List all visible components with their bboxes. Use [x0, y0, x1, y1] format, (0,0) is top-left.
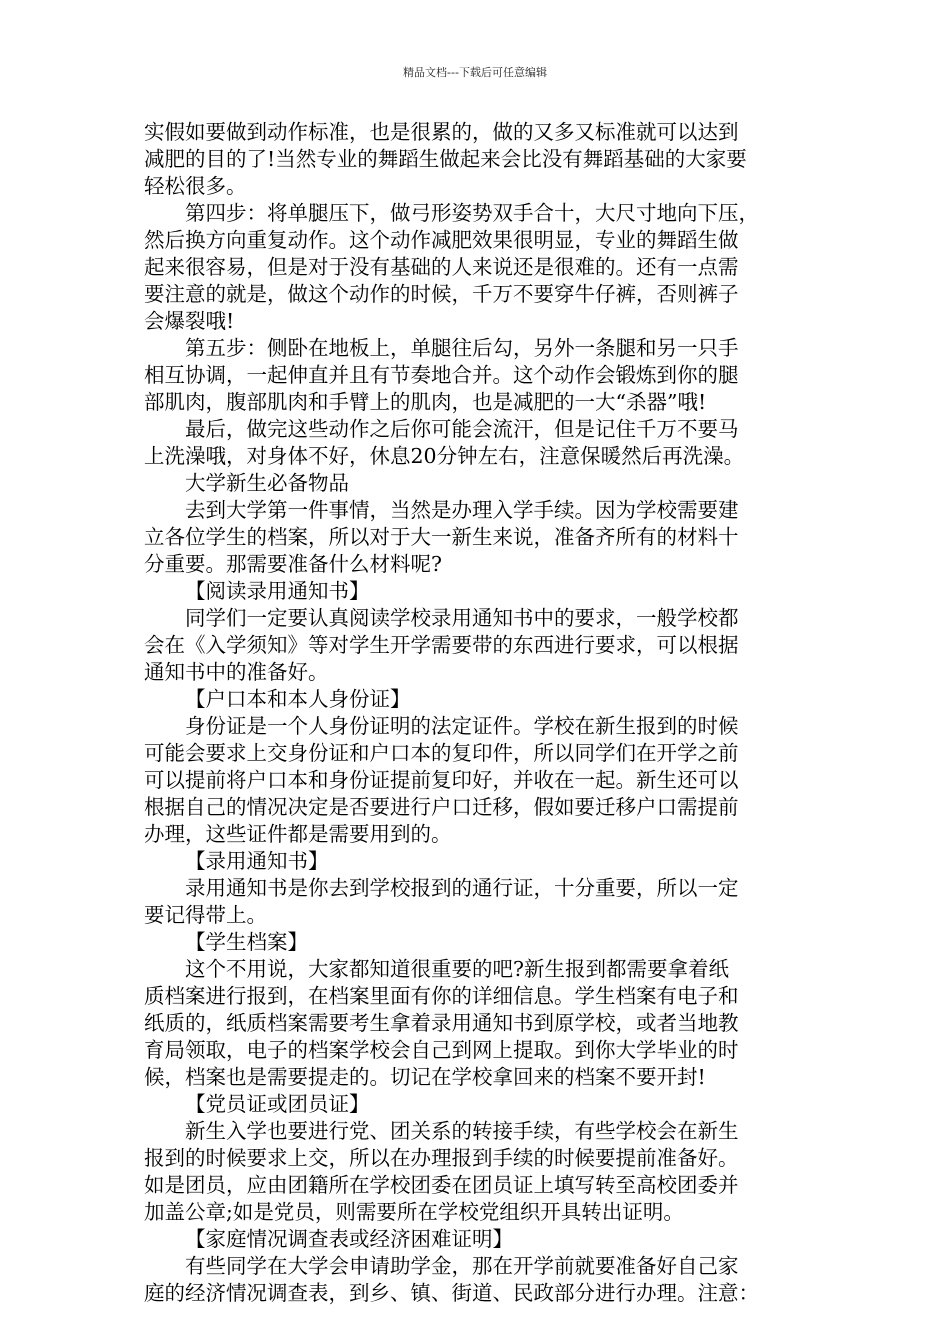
text-line: 录用通知书是你去到学校报到的通行证，十分重要，所以一定: [185, 876, 739, 900]
text-line: 纸质的，纸质档案需要考生拿着录用通知书到原学校，或者当地教: [144, 1011, 739, 1035]
text-line: 第四步：将单腿压下，做弓形姿势双手合十，大尺寸地向下压，: [185, 201, 759, 225]
text-line: 有些同学在大学会申请助学金，那在开学前就要准备好自己家: [185, 1254, 739, 1278]
text-line: 【家庭情况调查表或经济困难证明】: [185, 1227, 513, 1251]
text-line: 最后，做完这些动作之后你可能会流汗，但是记住千万不要马: [185, 417, 739, 441]
text-line: 【学生档案】: [185, 930, 308, 954]
text-line: 【户口本和本人身份证】: [185, 687, 411, 711]
document-body: [144, 119, 824, 1307]
text-line: 候，档案也是需要提走的。切记在学校拿回来的档案不要开封!: [144, 1065, 706, 1089]
text-line: 上洗澡哦，对身体不好，休息20分钟左右，注意保暖然后再洗澡。: [144, 444, 745, 468]
text-line: 会爆裂哦!: [144, 309, 235, 333]
text-line: 立各位学生的档案，所以对于大一新生来说，准备齐所有的材料十: [144, 525, 739, 549]
text-line: 会在《入学须知》等对学生开学需要带的东西进行要求，可以根据: [144, 633, 739, 657]
text-line: 这个不用说，大家都知道很重要的吧?新生报到都需要拿着纸: [185, 957, 729, 981]
text-line: 部肌肉，腹部肌肉和手臂上的肌肉，也是减肥的一大“杀器”哦!: [144, 390, 707, 414]
text-line: 通知书中的准备好。: [144, 660, 329, 684]
text-line: 办理，这些证件都是需要用到的。: [144, 822, 452, 846]
text-line: 要注意的就是，做这个动作的时候，千万不要穿牛仔裤，否则裤子: [144, 282, 739, 306]
text-line: 如是团员，应由团籍所在学校团委在团员证上填写转至高校团委并: [144, 1173, 739, 1197]
text-line: 【录用通知书】: [185, 849, 329, 873]
text-line: 实假如要做到动作标准，也是很累的，做的又多又标准就可以达到: [144, 120, 739, 144]
text-line: 同学们一定要认真阅读学校录用通知书中的要求，一般学校都: [185, 606, 739, 630]
text-line: 新生入学也要进行党、团关系的转接手续，有些学校会在新生: [185, 1119, 739, 1143]
text-line: 庭的经济情况调查表，到乡、镇、街道、民政部分进行办理。注意：: [144, 1281, 759, 1305]
text-line: 然后换方向重复动作。这个动作减肥效果很明显，专业的舞蹈生做: [144, 228, 739, 252]
text-line: 根据自己的情况决定是否要进行户口迁移，假如要迁移户口需提前: [144, 795, 739, 819]
text-line: 轻松很多。: [144, 174, 247, 198]
text-line: 身份证是一个人身份证明的法定证件。学校在新生报到的时候: [185, 714, 739, 738]
text-line: 分重要。那需要准备什么材料呢?: [144, 552, 442, 576]
page-header: 精品文档---下载后可任意编辑: [403, 66, 547, 79]
text-line: 【党员证或团员证】: [185, 1092, 370, 1116]
text-line: 要记得带上。: [144, 903, 267, 927]
text-line: 相互协调，一起伸直并且有节奏地合并。这个动作会锻炼到你的腿: [144, 363, 739, 387]
text-line: 减肥的目的了!当然专业的舞蹈生做起来会比没有舞蹈基础的大家要: [144, 147, 747, 171]
text-line: 【阅读录用通知书】: [185, 579, 370, 603]
text-line: 大学新生必备物品: [185, 471, 349, 495]
text-line: 加盖公章;如是党员，则需要所在学校党组织开具转出证明。: [144, 1200, 684, 1224]
text-line: 第五步：侧卧在地板上，单腿往后勾，另外一条腿和另一只手: [185, 336, 739, 360]
text-line: 可能会要求上交身份证和户口本的复印件，所以同学们在开学之前: [144, 741, 739, 765]
text-line: 质档案进行报到，在档案里面有你的详细信息。学生档案有电子和: [144, 984, 739, 1008]
text-line: 报到的时候要求上交，所以在办理报到手续的时候要提前准备好。: [144, 1146, 739, 1170]
text-line: 去到大学第一件事情，当然是办理入学手续。因为学校需要建: [185, 498, 739, 522]
text-line: 可以提前将户口本和身份证提前复印好，并收在一起。新生还可以: [144, 768, 739, 792]
text-line: 起来很容易，但是对于没有基础的人来说还是很难的。还有一点需: [144, 255, 739, 279]
text-line: 育局领取，电子的档案学校会自己到网上提取。到你大学毕业的时: [144, 1038, 739, 1062]
